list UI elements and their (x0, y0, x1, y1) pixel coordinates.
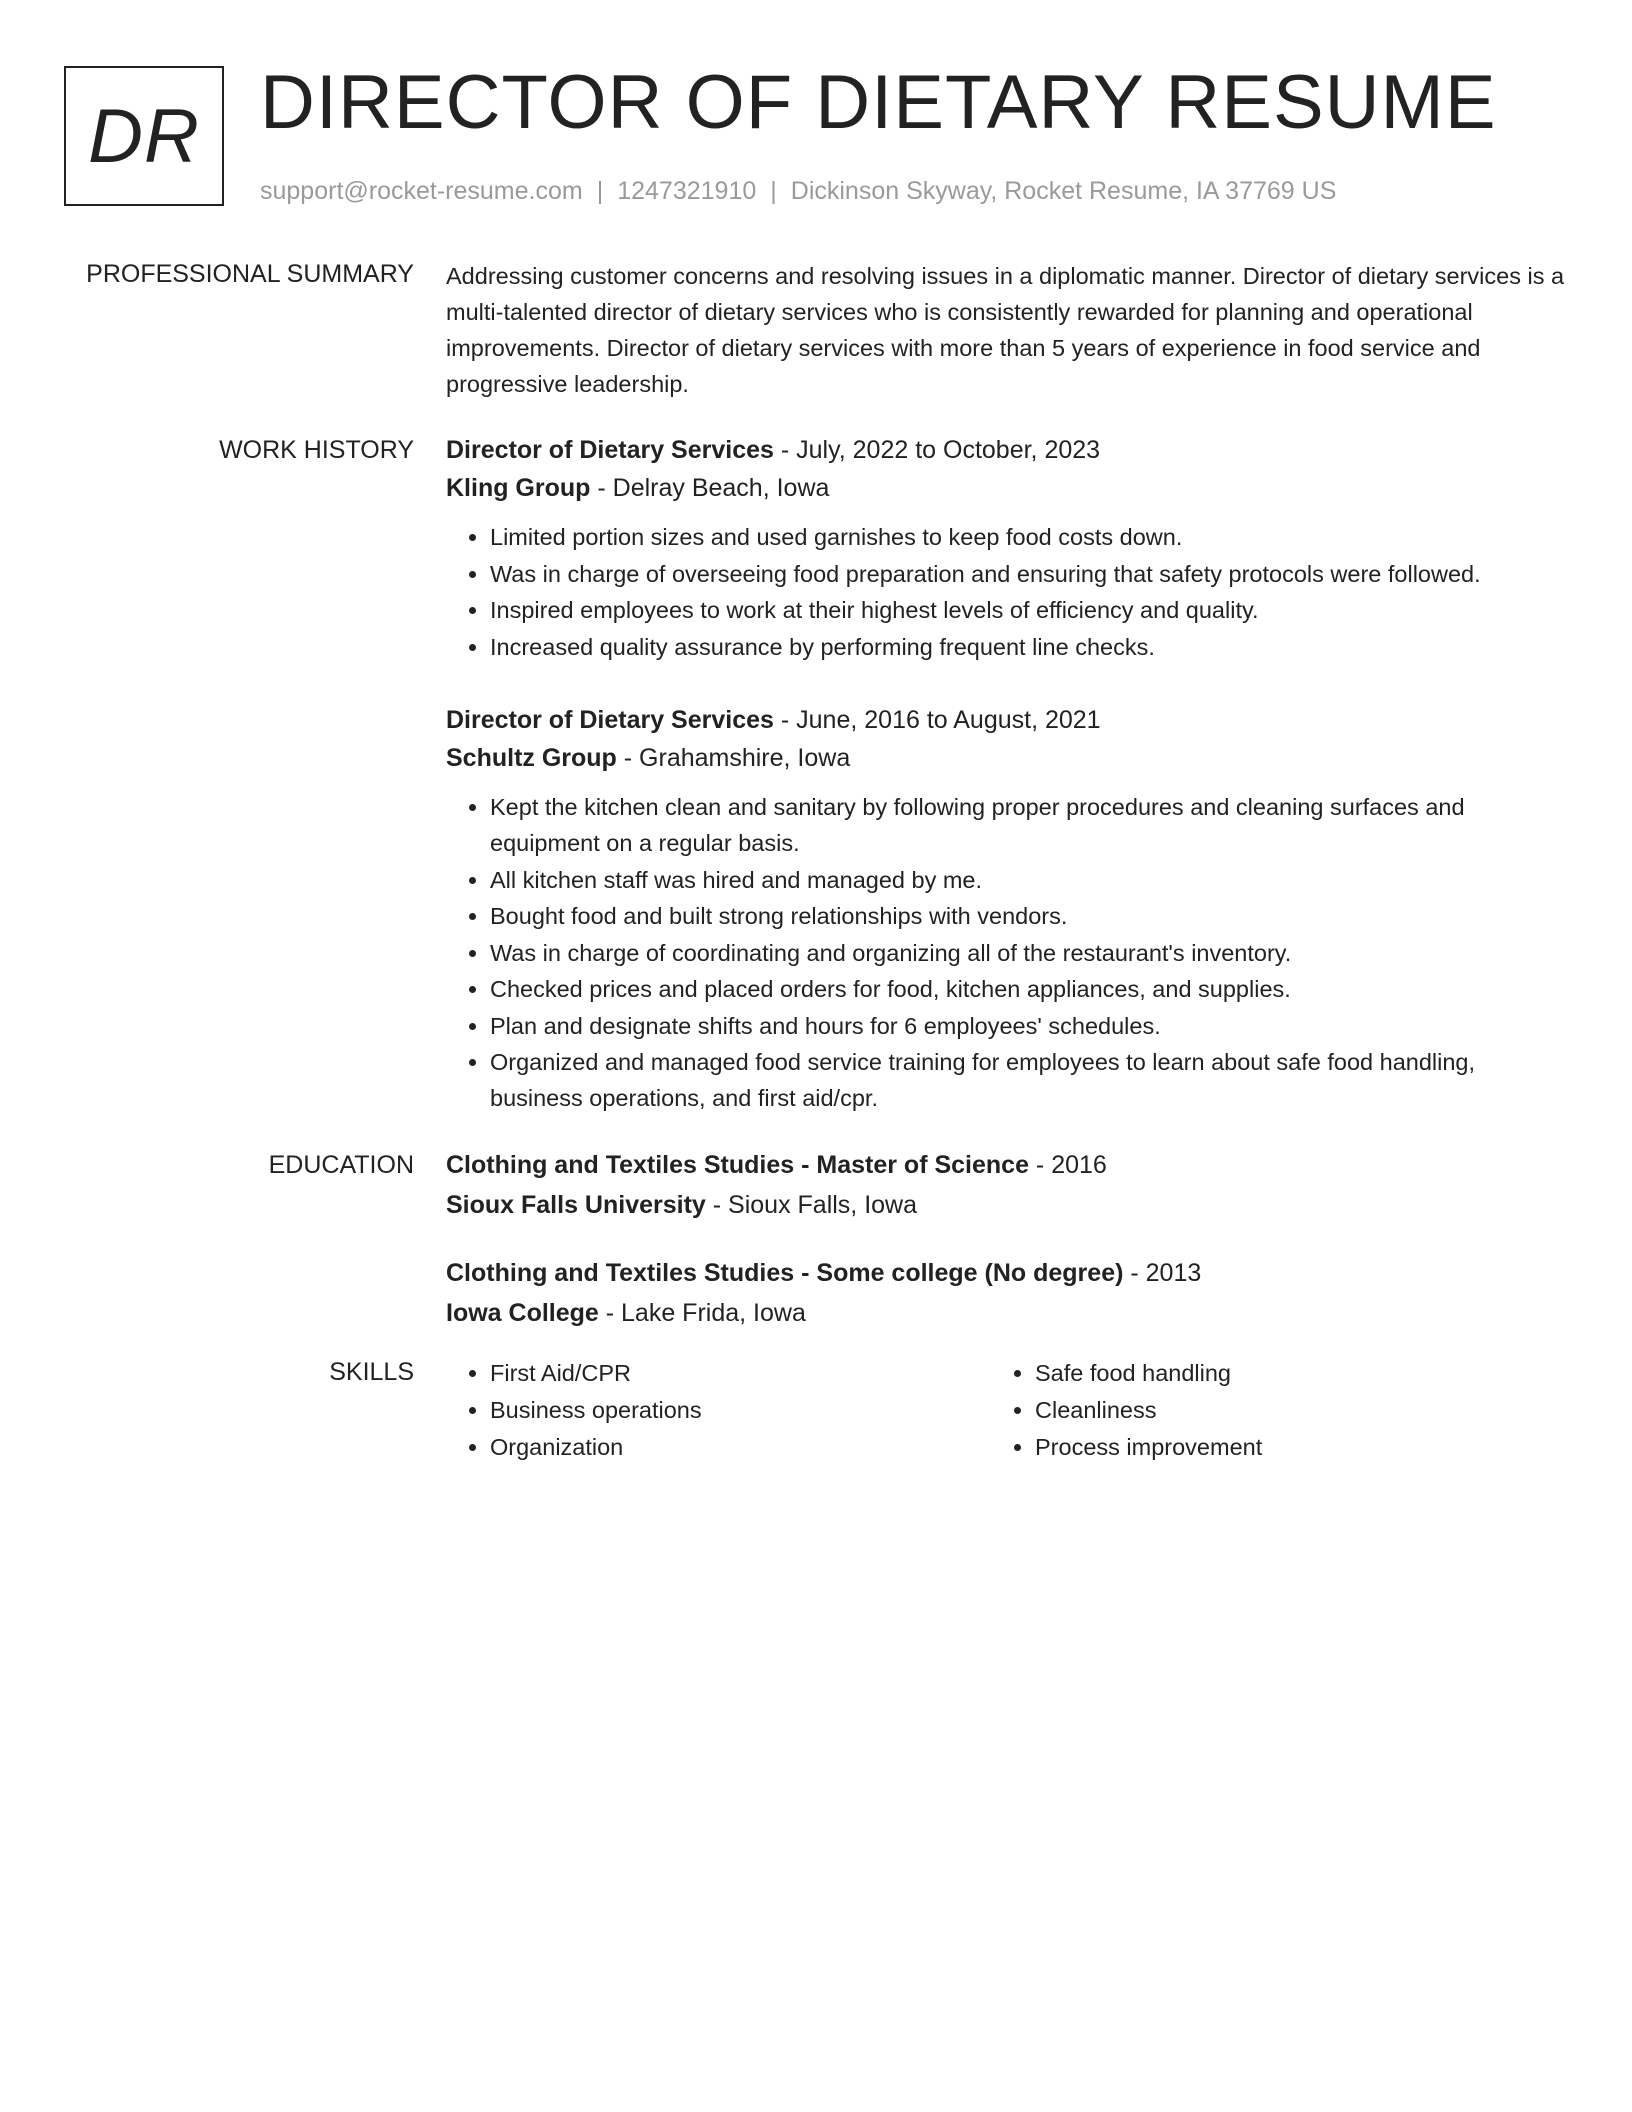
job-bullet: • Increased quality assurance by performing frequent line checks. (490, 629, 1566, 665)
skill-item: • Safe food handling (1035, 1355, 1262, 1392)
skill-item: • Process improvement (1035, 1429, 1262, 1466)
contact-line (260, 174, 1336, 208)
job-bullet: • Was in charge of overseeing food preparation and ensuring that safety protocols were followed. (490, 556, 1566, 592)
job-bullets (446, 519, 1566, 665)
contact-phone: 1247321910 (617, 177, 757, 205)
skill-item: • Cleanliness (1035, 1392, 1262, 1429)
school-line (446, 1294, 1566, 1332)
school-name: Sioux Falls University (446, 1191, 706, 1219)
degree-line (446, 1146, 1566, 1184)
school-location: - Sioux Falls, Iowa (705, 1191, 918, 1219)
job-bullet: • Checked prices and placed orders for food, kitchen appliances, and supplies. (490, 971, 1566, 1007)
skills-list-right (991, 1355, 1262, 1466)
job-entry (446, 701, 1566, 1116)
monogram-text: DR (88, 93, 200, 179)
job-bullet: • Was in charge of coordinating and organizing all of the restaurant's inventory. (490, 935, 1566, 971)
contact-address: Dickinson Skyway, Rocket Resume, IA 37769 US (790, 177, 1337, 205)
resume-title: DIRECTOR OF DIETARY RESUME (260, 60, 1497, 145)
job-company: Schultz Group (446, 744, 617, 772)
job-bullet: • Organized and managed food service training for employees to learn about safe food handling, business operations, and first aid/cpr. (490, 1044, 1566, 1116)
job-company-line (446, 469, 1566, 507)
job-bullets (446, 789, 1566, 1116)
job-location: - Delray Beach, Iowa (590, 474, 830, 502)
skill-item: • Organization (490, 1429, 702, 1466)
school-name: Iowa College (446, 1299, 599, 1327)
skill-item: • Business operations (490, 1392, 702, 1429)
section-label-education: EDUCATION (268, 1151, 414, 1179)
skills-list-left (446, 1355, 702, 1466)
job-company-line (446, 739, 1566, 777)
degree-line (446, 1254, 1566, 1292)
job-bullet: • Limited portion sizes and used garnishes to keep food costs down. (490, 519, 1566, 555)
section-label-skills: SKILLS (329, 1358, 414, 1386)
summary-text: Addressing customer concerns and resolving issues in a diplomatic manner. Director of dietary services is a multi-talented director of dietary services who is consistently rewarded for planning and operational improvements. Director of dietary services with more than 5 years of experience in food service and progressive leadership. (446, 263, 1565, 397)
skill-item: • First Aid/CPR (490, 1355, 702, 1392)
monogram-badge (64, 66, 224, 206)
contact-separator: | (770, 177, 777, 205)
degree-year: - 2016 (1028, 1151, 1107, 1179)
education-entry (446, 1254, 1566, 1332)
job-location: - Grahamshire, Iowa (616, 744, 851, 772)
job-bullet: • All kitchen staff was hired and managed by me. (490, 862, 1566, 898)
job-title: Director of Dietary Services (446, 706, 774, 734)
section-label-summary: PROFESSIONAL SUMMARY (86, 260, 414, 288)
job-company: Kling Group (446, 474, 591, 502)
education-entry (446, 1146, 1566, 1224)
degree-name: Clothing and Textiles Studies - Some college (No degree) (446, 1259, 1124, 1287)
school-location: - Lake Frida, Iowa (598, 1299, 806, 1327)
job-title-line (446, 431, 1566, 469)
section-label-work: WORK HISTORY (219, 436, 414, 464)
contact-email: support@rocket-resume.com (260, 177, 583, 205)
job-bullet: • Kept the kitchen clean and sanitary by following proper procedures and cleaning surfaces and equipment on a regular basis. (490, 789, 1566, 861)
job-title-line (446, 701, 1566, 739)
job-bullet: • Bought food and built strong relationships with vendors. (490, 898, 1566, 934)
job-bullet: • Inspired employees to work at their highest levels of efficiency and quality. (490, 592, 1566, 628)
contact-separator: | (596, 177, 604, 205)
job-title: Director of Dietary Services (446, 436, 774, 464)
school-line (446, 1186, 1566, 1224)
job-dates: - June, 2016 to August, 2021 (773, 706, 1101, 734)
degree-name: Clothing and Textiles Studies - Master of Science (446, 1151, 1029, 1179)
job-bullet: • Plan and designate shifts and hours for 6 employees' schedules. (490, 1008, 1566, 1044)
job-entry (446, 431, 1566, 665)
degree-year: - 2013 (1123, 1259, 1202, 1287)
job-dates: - July, 2022 to October, 2023 (773, 436, 1101, 464)
